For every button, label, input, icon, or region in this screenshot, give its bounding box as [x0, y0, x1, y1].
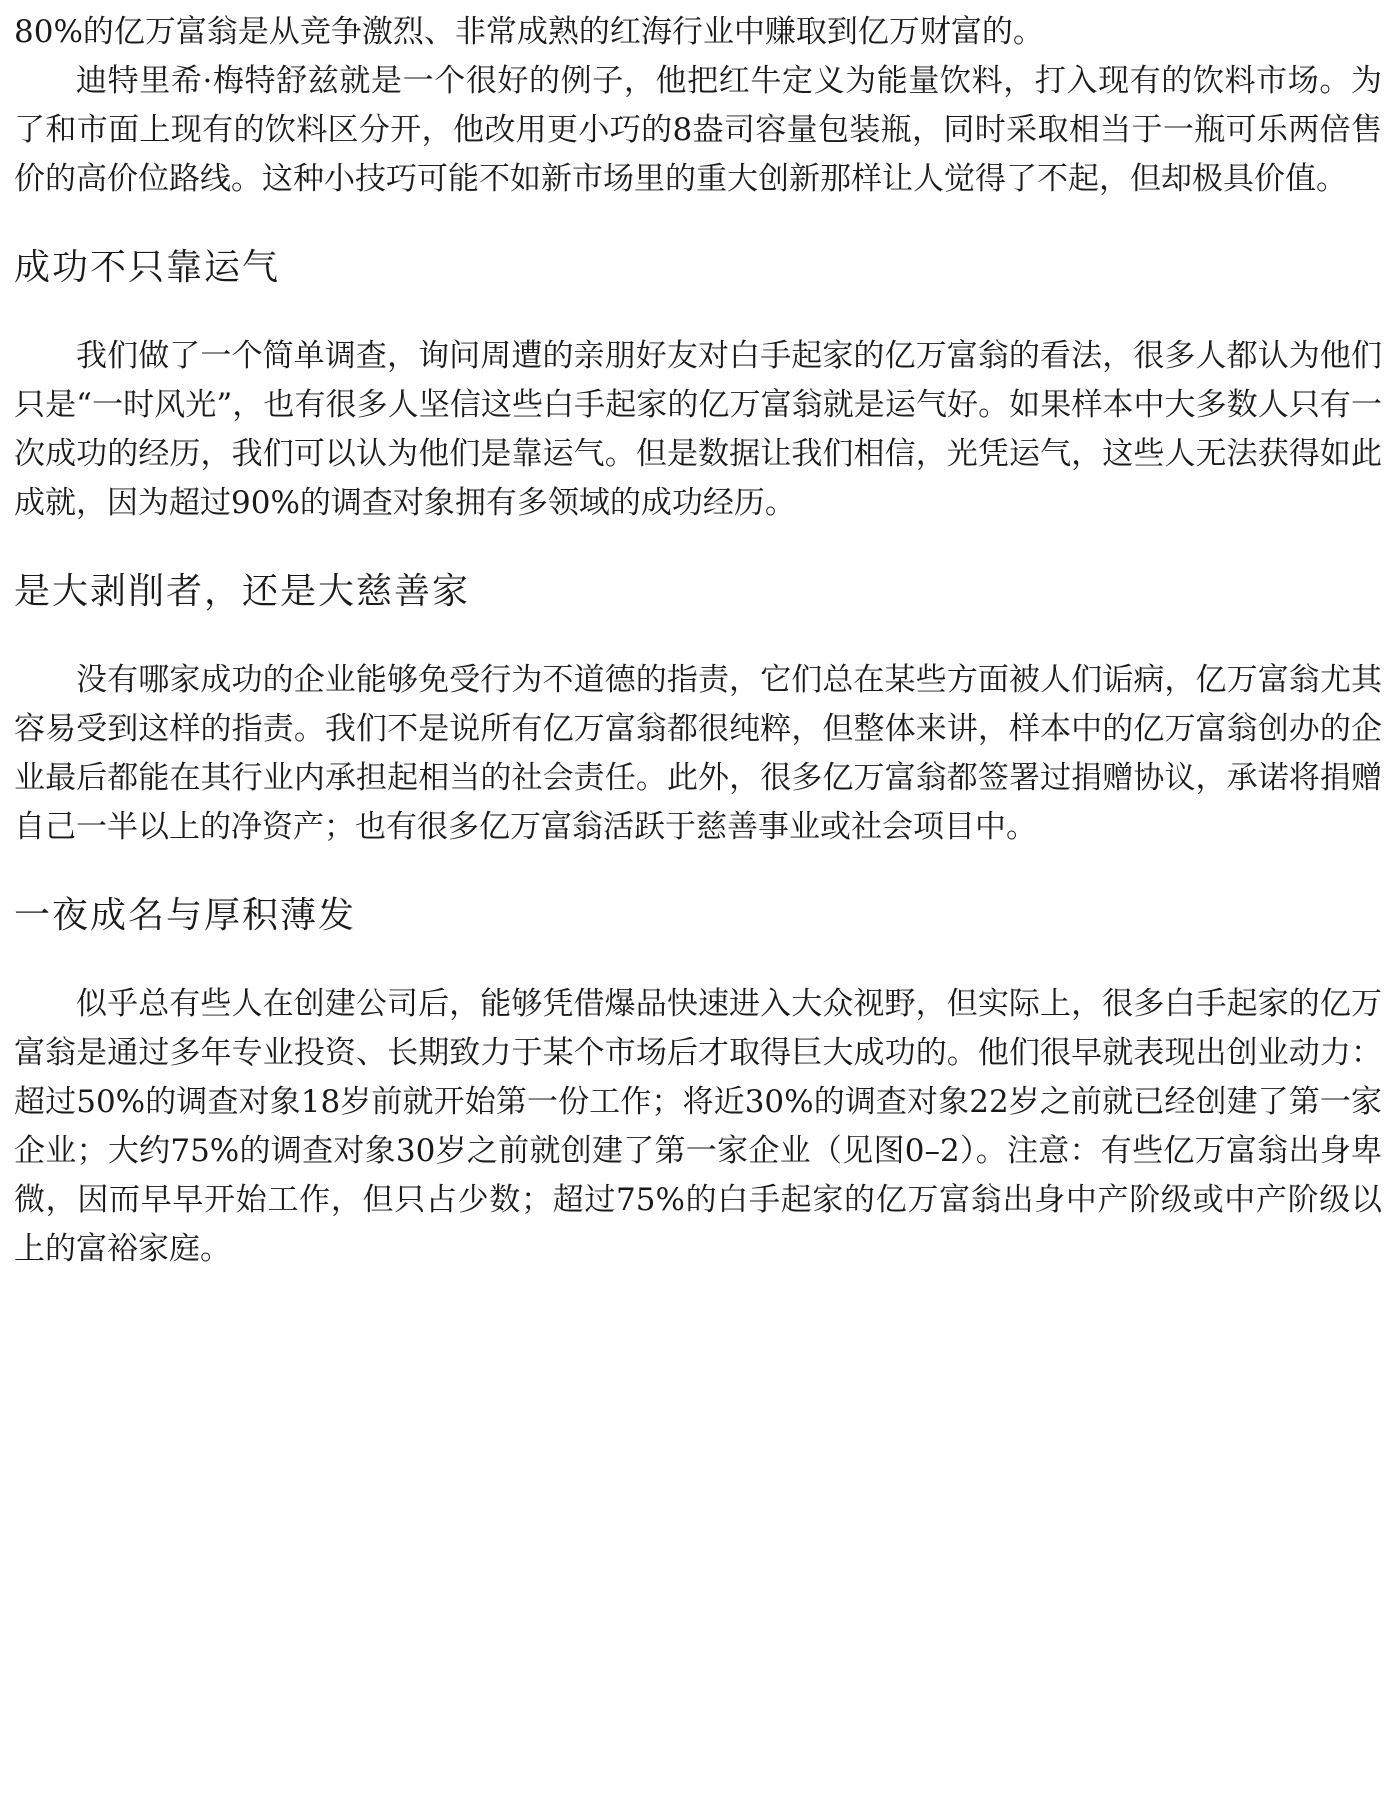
paragraph-early-start: 似乎总有些人在创建公司后，能够凭借爆品快速进入大众视野，但实际上，很多白手起家的亿万富翁是通过多年专业投资、长期致力于某个市场后才取得巨大成功的。他们很早就表现出创业动力：超过50%的调查对象18岁前就开始第一份工作；将近30%的调查对象22岁之前就已经创建了第一家企业；大约75%的调查对象30岁之前就创建了第一家企业（见图0–2）。注意：有些亿万富翁出身卑微，因而早早开始工作，但只占少数；超过75%的白手起家的亿万富翁出身中产阶级或中产阶级以上的富裕家庭。	[14, 986, 1382, 1267]
paragraph-philanthropy: 没有哪家成功的企业能够免受行为不道德的指责，它们总在某些方面被人们诟病，亿万富翁尤其容易受到这样的指责。我们不是说所有亿万富翁都很纯粹，但整体来讲，样本中的亿万富翁创办的企业最后都能在其行业内承担起相当的社会责任。此外，很多亿万富翁都签署过捐赠协议，承诺将捐赠自己一半以上的净资产；也有很多亿万富翁活跃于慈善事业或社会项目中。	[14, 662, 1382, 845]
section-heading-luck: 成功不只靠运气	[14, 247, 281, 288]
paragraph-continuation: 80%的亿万富翁是从竞争激烈、非常成熟的红海行业中赚取到亿万财富的。	[14, 14, 1044, 50]
paragraph-red-bull-example: 迪特里希·梅特舒兹就是一个很好的例子，他把红牛定义为能量饮料，打入现有的饮料市场。为了和市面上现有的饮料区分开，他改用更小巧的8盎司容量包装瓶，同时采取相当于一瓶可乐两倍售价的高价位路线。这种小技巧可能不如新市场里的重大创新那样让人觉得了不起，但却极具价值。	[14, 63, 1382, 197]
document-body	[14, 8, 1382, 1274]
section-heading-overnight-success: 一夜成名与厚积薄发	[14, 895, 357, 936]
paragraph-luck: 我们做了一个简单调查，询问周遭的亲朋好友对白手起家的亿万富翁的看法，很多人都认为他们只是“一时风光”，也有很多人坚信这些白手起家的亿万富翁就是运气好。如果样本中大多数人只有一次成功的经历，我们可以认为他们是靠运气。但是数据让我们相信，光凭运气，这些人无法获得如此成就，因为超过90%的调查对象拥有多领域的成功经历。	[14, 338, 1382, 521]
section-heading-exploiter-or-philanthropist: 是大剥削者，还是大慈善家	[14, 571, 471, 612]
